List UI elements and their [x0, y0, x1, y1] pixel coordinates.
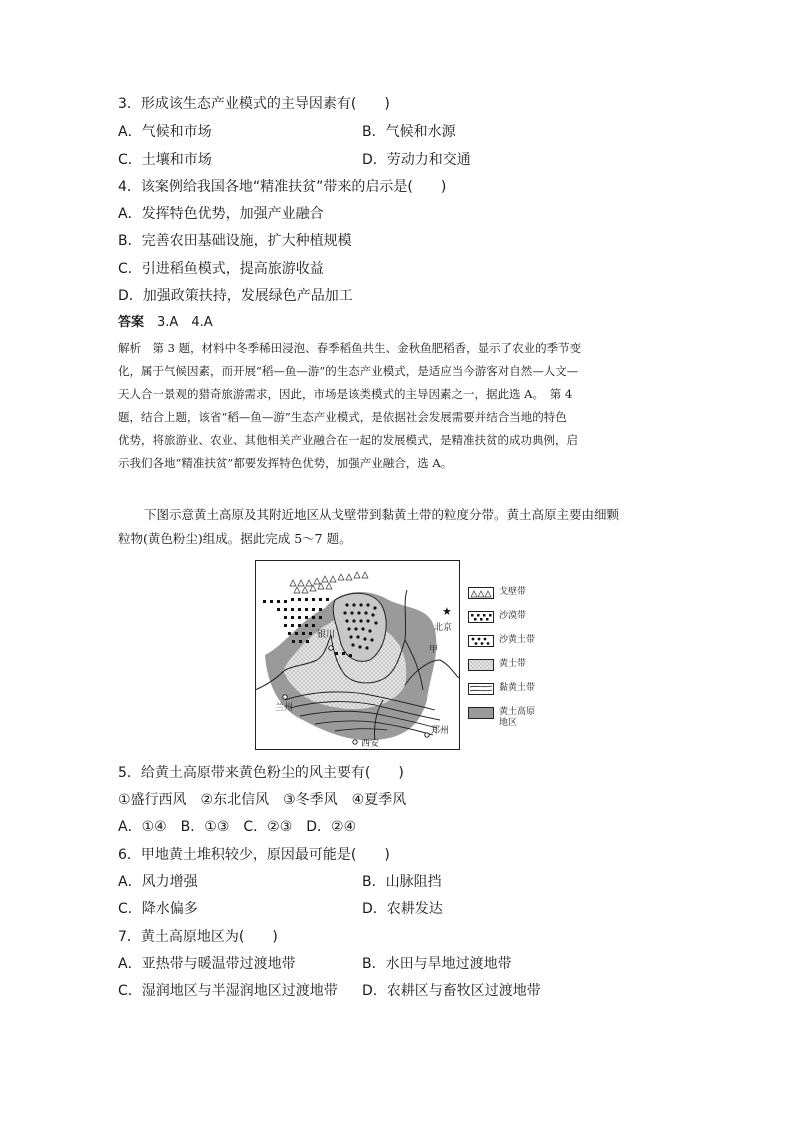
sandy-loess-swatch-icon	[468, 635, 494, 647]
q4-stem: 4．该案例给我国各地“精准扶贫”带来的启示是( )	[118, 179, 447, 195]
answer-label: 答案	[118, 315, 145, 330]
q5-stem: 5．给黄土高原带来黄色粉尘的风主要有( )	[118, 765, 404, 781]
q4-option-d[interactable]: D．加强政策扶持，发展绿色产品加工	[118, 288, 353, 304]
plateau-swatch-icon	[468, 707, 494, 719]
analysis-paragraph	[118, 337, 678, 475]
q7-option-d[interactable]: D．农耕区与畜牧区过渡地带	[362, 983, 541, 999]
intro-line: 下图示意黄土高原及其附近地区从戈壁带到黏黄土带的粒度分带。黄土高原主要由细颗	[144, 507, 620, 522]
q3-option-b[interactable]: B．气候和水源	[362, 124, 456, 140]
q7-option-b[interactable]: B．水田与旱地过渡地带	[362, 956, 512, 972]
zhengzhou-marker	[425, 733, 429, 737]
analysis-line: 解析 第 3 题，材料中冬季稀田浸泡、春季稻鱼共生、金秋鱼肥稻香，显示了农业的季节变	[118, 341, 582, 355]
label-xian: 西安	[361, 739, 380, 749]
label-jia: 甲	[429, 645, 439, 655]
q6-option-d[interactable]: D．农耕发达	[362, 901, 443, 917]
intro-paragraph	[118, 503, 678, 551]
q4-option-b[interactable]: B．完善农田基础设施，扩大种植规模	[118, 233, 352, 249]
legend-gobi: 戈壁带	[468, 586, 568, 602]
clay-loess-swatch-icon	[468, 683, 494, 695]
yinchuan-marker	[329, 646, 333, 650]
q3-option-a[interactable]: A．气候和市场	[118, 124, 212, 140]
analysis-line: 示我们各地“精准扶贫”都要发挥特色优势，加强产业融合，选 A。	[118, 456, 453, 470]
label-zhengzhou: 郑州	[431, 726, 450, 736]
analysis-line: 天人合一景观的猎奇旅游需求，因此，市场是该类模式的主导因素之一，据此选 A。 第 4	[118, 387, 573, 401]
q4-option-a[interactable]: A．发挥特色优势，加强产业融合	[118, 206, 324, 222]
q3-option-d[interactable]: D．劳动力和交通	[362, 152, 471, 168]
legend-sandy-loess: 沙黄土带	[468, 634, 568, 650]
q7-option-a[interactable]: A．亚热带与暖温带过渡地带	[118, 956, 296, 972]
legend-loess: 黄土带	[468, 658, 568, 674]
label-yinchuan: 银川	[317, 630, 336, 640]
xian-marker	[353, 740, 357, 744]
q4-option-c[interactable]: C．引进稻鱼模式，提高旅游收益	[118, 261, 324, 277]
q6-stem: 6．甲地黄土堆积较少，原因最可能是( )	[118, 847, 390, 863]
q5-options[interactable]: A．①④ B．①③ C．②③ D．②④	[118, 819, 357, 835]
legend-desert: 沙漠带	[468, 610, 568, 626]
legend-plateau: 黄土高原 地区	[468, 706, 568, 732]
q6-option-b[interactable]: B．山脉阻挡	[362, 874, 442, 890]
analysis-line: 优势，将旅游业、农业、其他相关产业融合在一起的发展模式，是精准扶贫的成功典例，启	[118, 433, 578, 447]
q6-option-c[interactable]: C．降水偏多	[118, 901, 198, 917]
lanzhou-marker	[283, 695, 287, 699]
answer-text: 3.A 4.A	[157, 315, 213, 330]
analysis-line: 化，属于气候因素，而开展“稻—鱼—游”的生态产业模式，是适应当今游客对自然—人文—	[118, 364, 579, 378]
q5-items: ①盛行西风 ②东北信风 ③冬季风 ④夏季风	[118, 792, 407, 808]
loess-swatch-icon	[468, 659, 494, 671]
intro-line: 粒物(黄色粉尘)组成。据此完成 5～7 题。	[118, 531, 352, 546]
label-lanzhou: 兰州	[275, 703, 294, 713]
q7-option-c[interactable]: C．湿润地区与半湿润地区过渡地带	[118, 983, 338, 999]
q6-option-a[interactable]: A．风力增强	[118, 874, 198, 890]
label-beijing: 北京	[434, 623, 453, 633]
beijing-star-icon: ★	[442, 605, 452, 618]
gobi-swatch-icon	[468, 587, 494, 599]
desert-swatch-icon	[468, 611, 494, 623]
q3-option-c[interactable]: C．土壤和市场	[118, 152, 212, 168]
analysis-line: 题，结合上题，该省“稻—鱼—游”生态产业模式，是依据社会发展需要并结合当地的特色	[118, 410, 567, 424]
answer-line	[118, 313, 213, 333]
q3-stem: 3．形成该生态产业模式的主导因素有( )	[118, 96, 390, 112]
legend-clay-loess: 黏黄土带	[468, 682, 568, 698]
q7-stem: 7．黄土高原地区为( )	[118, 929, 278, 945]
